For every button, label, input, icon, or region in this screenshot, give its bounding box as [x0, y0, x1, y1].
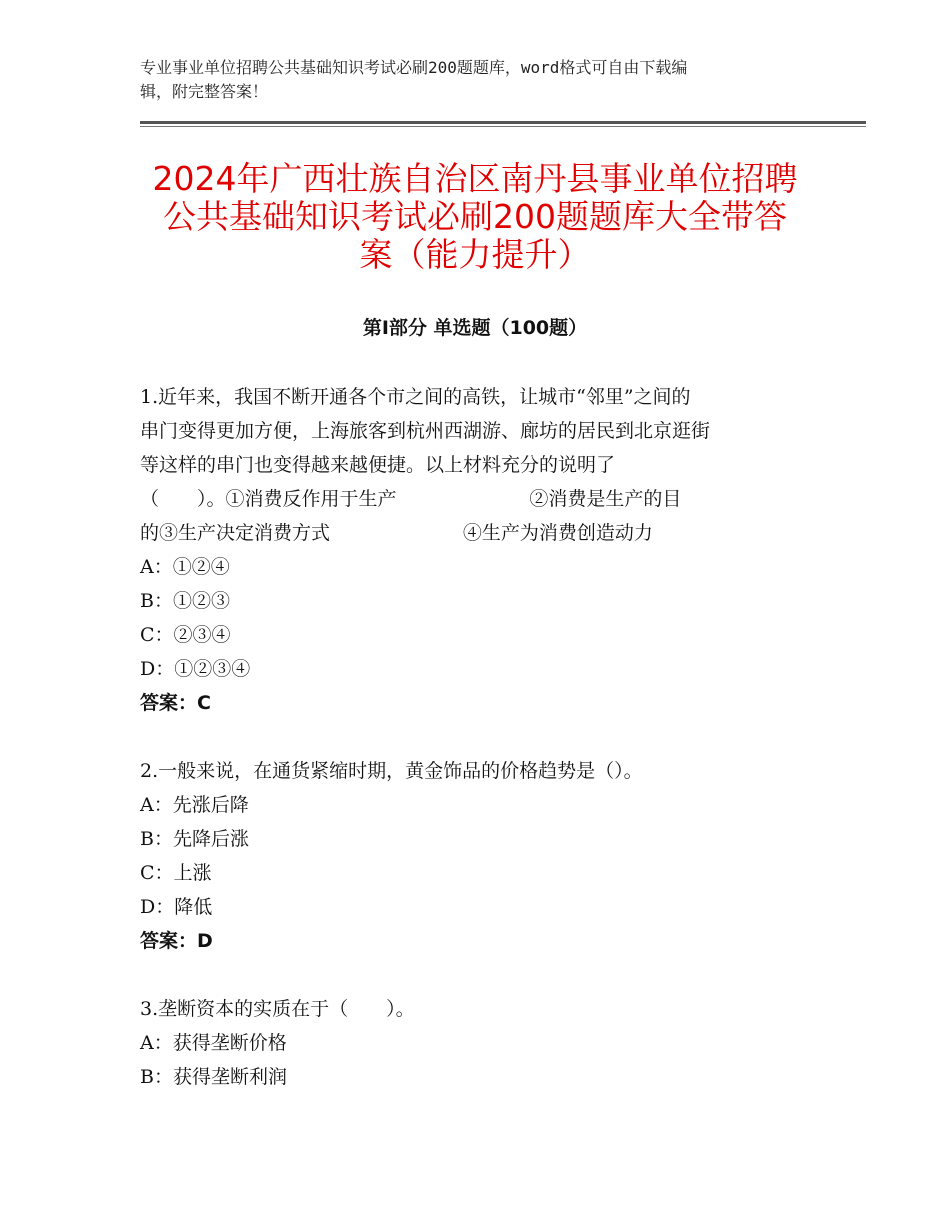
- option-c: C：②③④: [140, 624, 231, 646]
- option-a: A：获得垄断价格: [140, 1032, 287, 1054]
- question-stem-line: 的③生产决定消费方式 ④生产为消费创造动力: [140, 522, 653, 544]
- document-title: [140, 160, 810, 274]
- section-heading: 第Ⅰ部分 单选题（100题）: [362, 317, 588, 339]
- answer: 答案：C: [140, 692, 211, 714]
- option-d: D：①②③④: [140, 658, 251, 680]
- header-note-line: 辑，附完整答案！: [140, 82, 269, 101]
- title-line: 2024年广西壮族自治区南丹县事业单位招聘: [152, 159, 798, 198]
- question-3: [140, 992, 810, 1094]
- header-divider: [140, 121, 866, 124]
- option-a: A：①②④: [140, 556, 230, 578]
- question-stem-line: 等这样的串门也变得越来越便捷。以上材料充分的说明了: [140, 454, 616, 476]
- option-a: A：先涨后降: [140, 794, 249, 816]
- question-stem-line: （ ）。①消费反作用于生产 ②消费是生产的目: [140, 488, 682, 510]
- header-note-line: 专业事业单位招聘公共基础知识考试必刷200题题库，word格式可自由下载编: [140, 58, 688, 77]
- question-stem-line: 3.垄断资本的实质在于（ ）。: [140, 998, 415, 1020]
- question-stem-line: 1.近年来，我国不断开通各个市之间的高铁，让城市“邻里”之间的: [140, 386, 691, 408]
- answer: 答案：D: [140, 930, 213, 952]
- option-b: B：先降后涨: [140, 828, 249, 850]
- option-c: C：上涨: [140, 862, 212, 884]
- option-d: D：降低: [140, 896, 213, 918]
- spacer: [140, 958, 810, 992]
- question-1: [140, 380, 810, 720]
- header-note: [140, 56, 800, 104]
- header-divider-thin: [140, 126, 866, 127]
- option-b: B：获得垄断利润: [140, 1066, 287, 1088]
- option-b: B：①②③: [140, 590, 230, 612]
- title-line: 案（能力提升）: [359, 235, 591, 274]
- question-stem-line: 串门变得更加方便，上海旅客到杭州西湖游、廊坊的居民到北京逛街: [140, 420, 711, 442]
- question-stem-line: 2.一般来说，在通货紧缩时期，黄金饰品的价格趋势是（）。: [140, 760, 643, 782]
- spacer: [140, 720, 810, 754]
- question-list: [140, 380, 810, 1094]
- title-line: 公共基础知识考试必刷200题题库大全带答: [163, 197, 787, 236]
- question-2: [140, 754, 810, 958]
